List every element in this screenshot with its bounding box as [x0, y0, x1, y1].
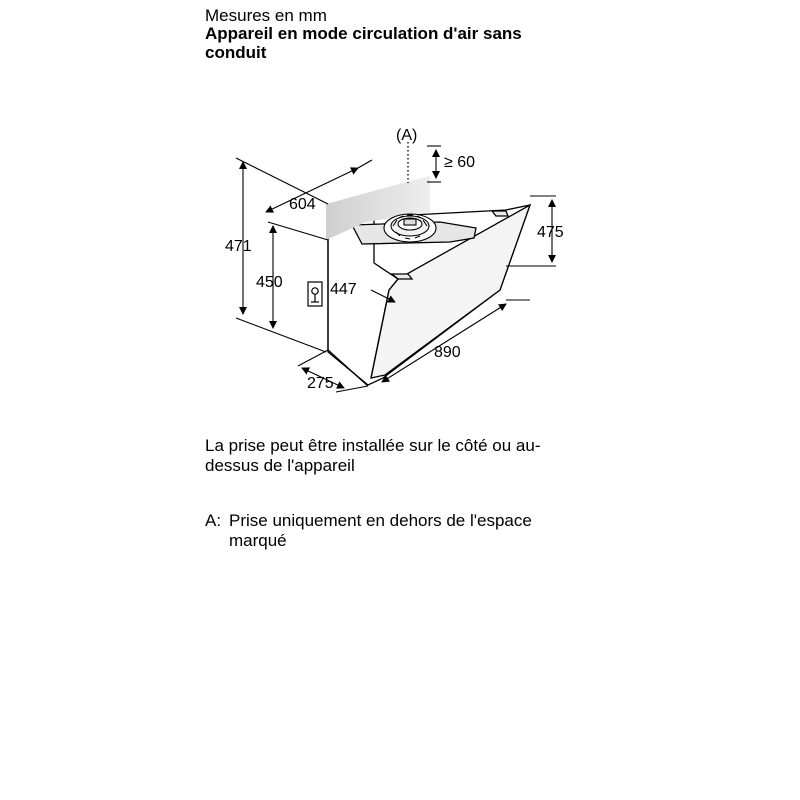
socket-note: La prise peut être installée sur le côté ou au-dessus de l'appareil — [205, 436, 541, 475]
dimension-450: 450 — [256, 274, 283, 291]
page-title: Appareil en mode circulation d'air sans conduit — [205, 24, 522, 62]
fan-filter-icon — [384, 214, 436, 242]
legend-text: Prise uniquement en dehors de l'espace marqué — [229, 511, 532, 550]
dimension-475: 475 — [537, 224, 564, 241]
dimension-604: 604 — [289, 196, 316, 213]
dimension-275: 275 — [307, 375, 334, 392]
power-socket-icon — [308, 282, 322, 306]
dimension-890: 890 — [434, 344, 461, 361]
marker-label: (A) — [396, 127, 418, 144]
clearance-label: ≥ 60 — [444, 154, 476, 171]
dimension-471: 471 — [225, 238, 252, 255]
legend-key: A: — [205, 511, 222, 530]
legend — [205, 511, 574, 551]
dimension-447: 447 — [330, 281, 357, 298]
units-caption: Mesures en mm — [205, 6, 327, 25]
